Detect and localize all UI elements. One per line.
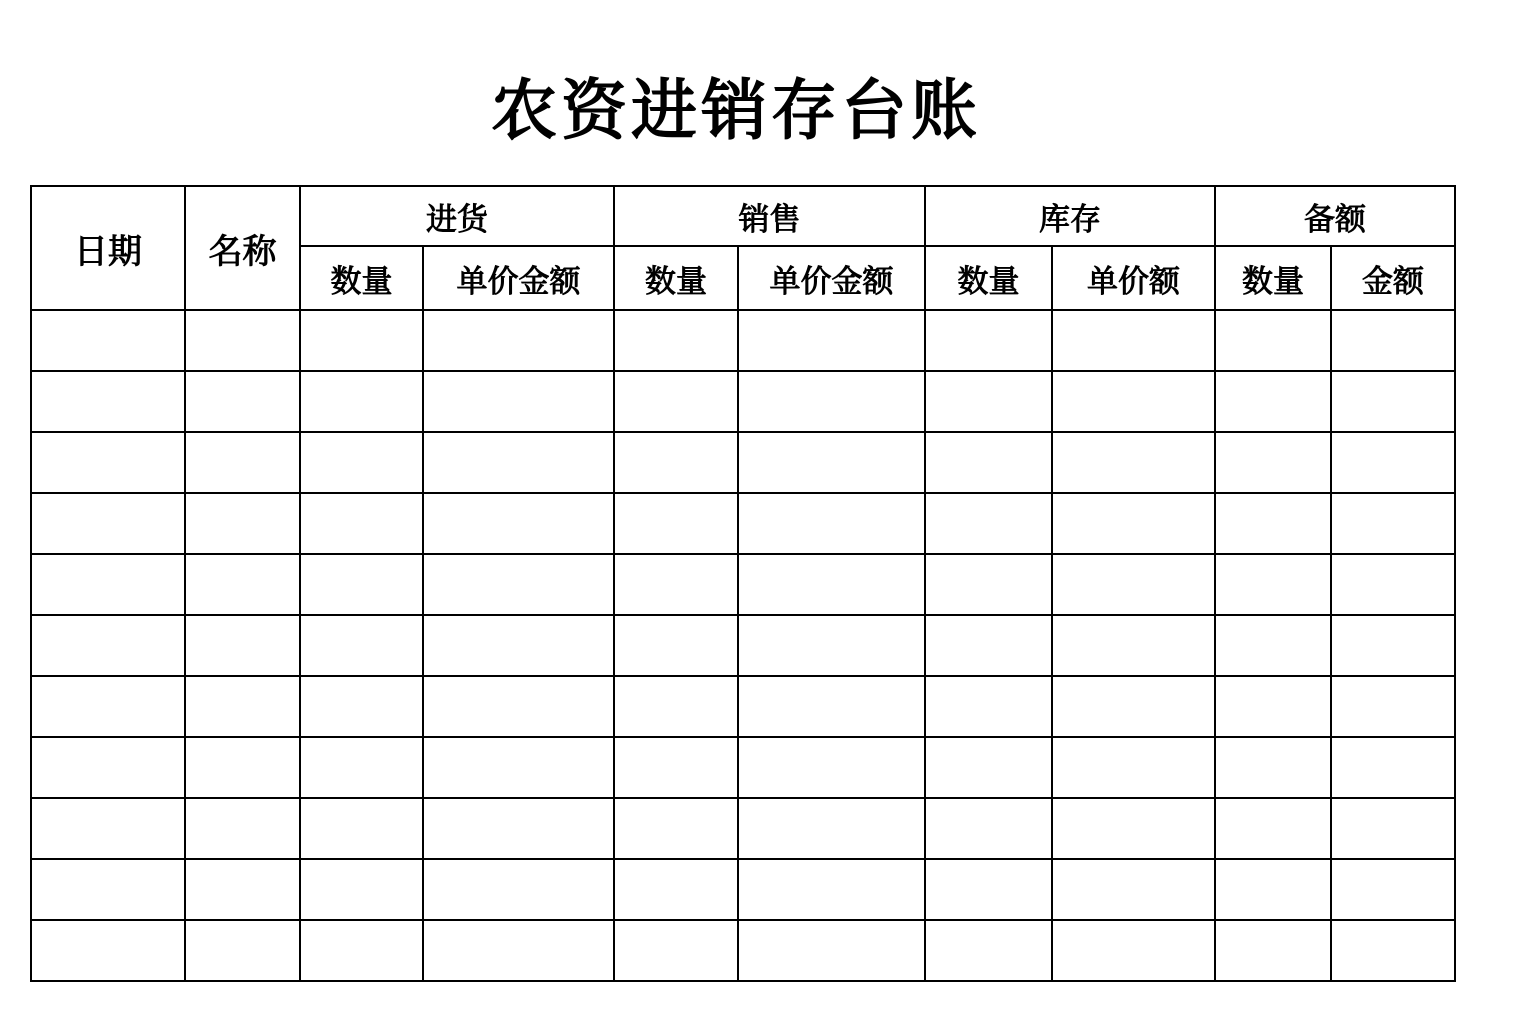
cell-purchase-amount[interactable] [423,432,614,493]
cell-purchase-quantity[interactable] [300,310,423,371]
cell-stock-amount[interactable] [1052,493,1215,554]
header-remark-amount: 金额 [1331,246,1455,310]
header-sales-amount: 单价金额 [738,246,925,310]
cell-purchase-quantity[interactable] [300,493,423,554]
cell-name[interactable] [185,798,300,859]
header-purchase-amount: 单价金额 [423,246,614,310]
table-row [31,859,1455,920]
cell-name[interactable] [185,493,300,554]
cell-sales-amount[interactable] [738,554,925,615]
cell-sales-amount[interactable] [738,920,925,981]
cell-remark-quantity[interactable] [1215,493,1331,554]
header-row-groups [31,186,1455,246]
header-group-remark: 备额 [1215,186,1455,246]
cell-date[interactable] [31,737,185,798]
cell-stock-amount[interactable] [1052,737,1215,798]
cell-sales-amount[interactable] [738,798,925,859]
cell-remark-amount[interactable] [1331,554,1455,615]
cell-stock-amount[interactable] [1052,554,1215,615]
cell-purchase-quantity[interactable] [300,432,423,493]
cell-remark-quantity[interactable] [1215,676,1331,737]
cell-purchase-quantity[interactable] [300,371,423,432]
cell-purchase-amount[interactable] [423,615,614,676]
header-group-purchase: 进货 [300,186,614,246]
cell-sales-amount[interactable] [738,615,925,676]
cell-remark-amount[interactable] [1331,798,1455,859]
cell-purchase-amount[interactable] [423,493,614,554]
cell-name[interactable] [185,432,300,493]
cell-stock-quantity[interactable] [925,676,1052,737]
cell-stock-quantity[interactable] [925,371,1052,432]
cell-remark-amount[interactable] [1331,371,1455,432]
page-title: 农资进销存台账 [491,72,981,149]
cell-sales-quantity[interactable] [614,432,738,493]
cell-stock-quantity[interactable] [925,554,1052,615]
cell-purchase-amount[interactable] [423,859,614,920]
cell-purchase-amount[interactable] [423,310,614,371]
cell-date[interactable] [31,432,185,493]
cell-remark-amount[interactable] [1331,310,1455,371]
cell-sales-amount[interactable] [738,737,925,798]
cell-name[interactable] [185,371,300,432]
table-row [31,737,1455,798]
cell-stock-amount[interactable] [1052,615,1215,676]
cell-sales-amount[interactable] [738,493,925,554]
table-row [31,920,1455,981]
table-row [31,676,1455,737]
cell-date[interactable] [31,676,185,737]
cell-date[interactable] [31,310,185,371]
cell-remark-quantity[interactable] [1215,798,1331,859]
cell-remark-quantity[interactable] [1215,554,1331,615]
cell-stock-quantity[interactable] [925,493,1052,554]
cell-remark-quantity[interactable] [1215,859,1331,920]
cell-sales-amount[interactable] [738,371,925,432]
header-sales-quantity: 数量 [614,246,738,310]
cell-remark-quantity[interactable] [1215,920,1331,981]
cell-name[interactable] [185,554,300,615]
cell-date[interactable] [31,493,185,554]
cell-remark-quantity[interactable] [1215,371,1331,432]
cell-stock-amount[interactable] [1052,859,1215,920]
cell-remark-amount[interactable] [1331,737,1455,798]
cell-sales-quantity[interactable] [614,676,738,737]
cell-stock-quantity[interactable] [925,615,1052,676]
cell-purchase-amount[interactable] [423,920,614,981]
cell-sales-quantity[interactable] [614,920,738,981]
cell-stock-amount[interactable] [1052,676,1215,737]
ledger-table [30,185,1456,982]
cell-remark-amount[interactable] [1331,493,1455,554]
header-remark-quantity: 数量 [1215,246,1331,310]
cell-purchase-amount[interactable] [423,554,614,615]
cell-purchase-quantity[interactable] [300,676,423,737]
cell-stock-amount[interactable] [1052,310,1215,371]
cell-purchase-quantity[interactable] [300,737,423,798]
cell-name[interactable] [185,920,300,981]
table-row [31,798,1455,859]
cell-purchase-quantity[interactable] [300,554,423,615]
cell-purchase-quantity[interactable] [300,920,423,981]
table-row [31,615,1455,676]
cell-sales-quantity[interactable] [614,798,738,859]
cell-stock-quantity[interactable] [925,310,1052,371]
cell-stock-quantity[interactable] [925,798,1052,859]
cell-sales-quantity[interactable] [614,310,738,371]
header-group-stock: 库存 [925,186,1215,246]
cell-remark-quantity[interactable] [1215,615,1331,676]
cell-remark-quantity[interactable] [1215,737,1331,798]
cell-name[interactable] [185,676,300,737]
table-row [31,371,1455,432]
cell-sales-amount[interactable] [738,310,925,371]
cell-name[interactable] [185,615,300,676]
cell-purchase-amount[interactable] [423,676,614,737]
cell-name[interactable] [185,737,300,798]
cell-stock-quantity[interactable] [925,432,1052,493]
cell-remark-quantity[interactable] [1215,310,1331,371]
header-date: 日期 [31,186,185,310]
cell-name[interactable] [185,859,300,920]
cell-sales-amount[interactable] [738,676,925,737]
cell-purchase-quantity[interactable] [300,798,423,859]
header-name: 名称 [185,186,300,310]
header-purchase-quantity: 数量 [300,246,423,310]
cell-date[interactable] [31,859,185,920]
cell-date[interactable] [31,798,185,859]
cell-sales-quantity[interactable] [614,371,738,432]
table-row [31,493,1455,554]
header-group-sales: 销售 [614,186,925,246]
header-stock-amount: 单价额 [1052,246,1215,310]
cell-date[interactable] [31,554,185,615]
cell-sales-quantity[interactable] [614,737,738,798]
cell-remark-quantity[interactable] [1215,432,1331,493]
cell-sales-amount[interactable] [738,859,925,920]
header-stock-quantity: 数量 [925,246,1052,310]
cell-stock-quantity[interactable] [925,920,1052,981]
ledger-body [31,310,1455,981]
cell-remark-amount[interactable] [1331,676,1455,737]
cell-remark-amount[interactable] [1331,432,1455,493]
cell-remark-amount[interactable] [1331,920,1455,981]
cell-sales-amount[interactable] [738,432,925,493]
cell-sales-quantity[interactable] [614,615,738,676]
cell-stock-quantity[interactable] [925,859,1052,920]
cell-stock-quantity[interactable] [925,737,1052,798]
cell-purchase-amount[interactable] [423,798,614,859]
cell-stock-amount[interactable] [1052,432,1215,493]
cell-name[interactable] [185,310,300,371]
cell-date[interactable] [31,920,185,981]
cell-remark-amount[interactable] [1331,859,1455,920]
table-row [31,432,1455,493]
cell-sales-quantity[interactable] [614,493,738,554]
cell-purchase-amount[interactable] [423,737,614,798]
cell-sales-quantity[interactable] [614,554,738,615]
cell-purchase-amount[interactable] [423,371,614,432]
cell-date[interactable] [31,615,185,676]
cell-stock-amount[interactable] [1052,371,1215,432]
cell-stock-amount[interactable] [1052,798,1215,859]
table-row [31,310,1455,371]
cell-sales-quantity[interactable] [614,859,738,920]
cell-stock-amount[interactable] [1052,920,1215,981]
table-row [31,554,1455,615]
cell-purchase-quantity[interactable] [300,859,423,920]
cell-date[interactable] [31,371,185,432]
cell-remark-amount[interactable] [1331,615,1455,676]
cell-purchase-quantity[interactable] [300,615,423,676]
